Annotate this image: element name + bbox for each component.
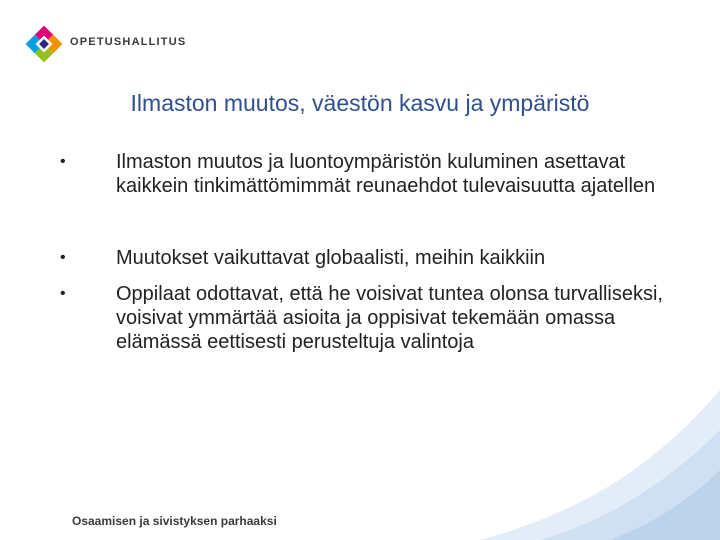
- bullet-item: [60, 282, 690, 354]
- bullet-item: [60, 150, 690, 246]
- bullet-list: [60, 150, 690, 354]
- slide-title: Ilmaston muutos, väestön kasvu ja ympäristö: [130, 90, 590, 116]
- diamond-logo-icon: [24, 24, 64, 64]
- bullet-marker: •: [60, 285, 66, 302]
- footer-tagline: Osaamisen ja sivistyksen parhaaksi: [72, 514, 277, 528]
- org-name: OPETUSHALLITUS: [70, 36, 187, 48]
- bullet-marker: •: [60, 249, 66, 266]
- bullet-text: Ilmaston muutos ja luontoympäristön kuluminen asettavat kaikkein tinkimättömimmät reunaehdot tulevaisuutta ajatellen: [116, 151, 656, 197]
- bullet-text: Muutokset vaikuttavat globaalisti, meihin kaikkiin: [116, 247, 546, 269]
- bullet-marker: •: [60, 153, 66, 170]
- bullet-item: [60, 246, 690, 282]
- bullet-text: Oppilaat odottavat, että he voisivat tuntea olonsa turvalliseksi, voisivat ymmärtää asioita ja oppisivat tekemään omassa elämässä eettisesti perusteltuja valintoja: [116, 283, 663, 353]
- blue-swoosh-decoration: [420, 370, 720, 540]
